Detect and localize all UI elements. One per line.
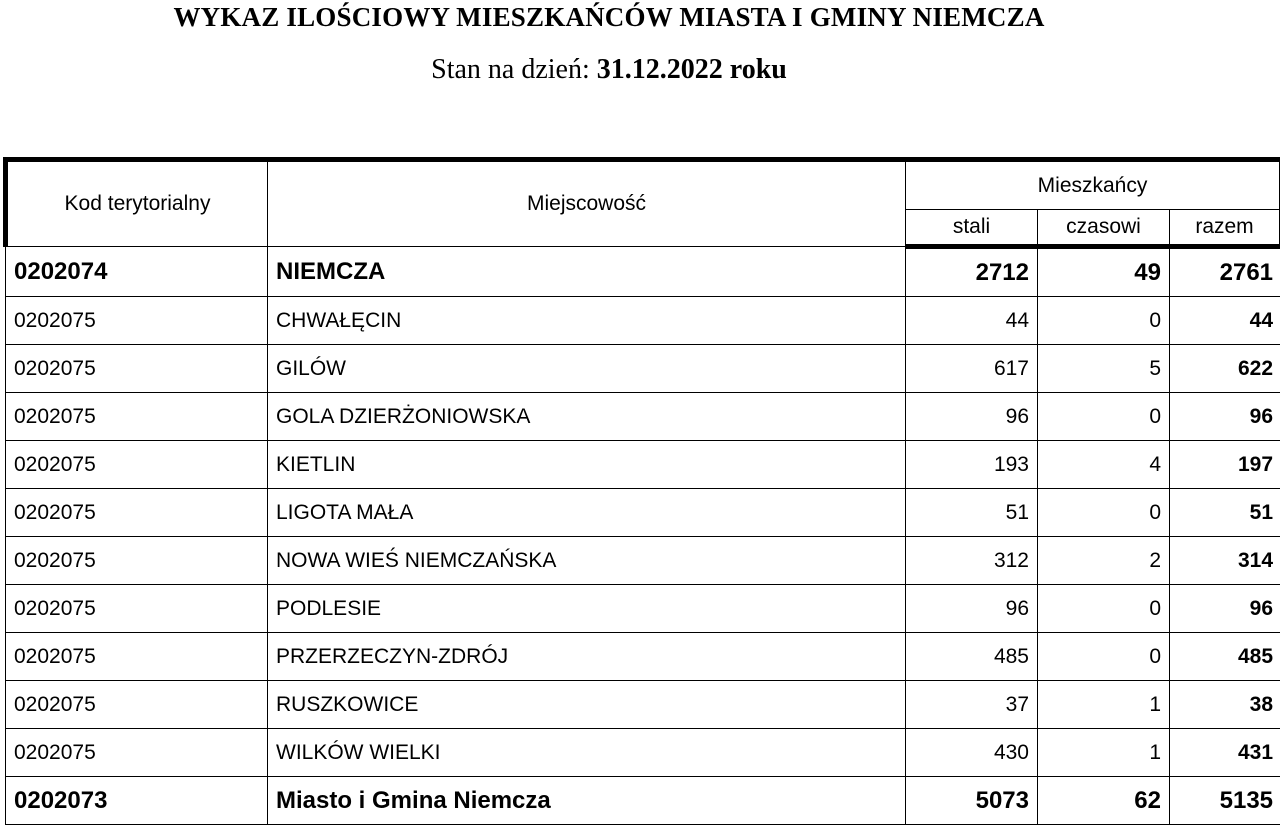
cell-nazwa: NIEMCZA <box>268 247 906 297</box>
table-row <box>6 345 1280 393</box>
cell-czasowi: 0 <box>1038 585 1170 633</box>
cell-razem: 197 <box>1170 441 1280 489</box>
cell-stali: 37 <box>906 681 1038 729</box>
table-row <box>6 247 1280 297</box>
cell-nazwa: LIGOTA MAŁA <box>268 489 906 537</box>
cell-stali: 44 <box>906 297 1038 345</box>
cell-czasowi: 0 <box>1038 297 1170 345</box>
cell-razem: 622 <box>1170 345 1280 393</box>
cell-kod: 0202075 <box>6 297 268 345</box>
cell-kod: 0202075 <box>6 585 268 633</box>
table-row <box>6 489 1280 537</box>
cell-stali: 430 <box>906 729 1038 777</box>
cell-razem: 38 <box>1170 681 1280 729</box>
subtitle-date: 31.12.2022 roku <box>596 54 787 85</box>
cell-razem: 96 <box>1170 585 1280 633</box>
cell-razem: 431 <box>1170 729 1280 777</box>
table-row <box>6 537 1280 585</box>
page-subtitle <box>0 54 1218 86</box>
cell-nazwa: PRZERZECZYN-ZDRÓJ <box>268 633 906 681</box>
cell-nazwa: GILÓW <box>268 345 906 393</box>
cell-czasowi: 5 <box>1038 345 1170 393</box>
subtitle-prefix: Stan na dzień: <box>431 54 590 85</box>
cell-kod: 0202074 <box>6 247 268 297</box>
cell-stali: 5073 <box>906 777 1038 825</box>
table-row <box>6 585 1280 633</box>
cell-nazwa: GOLA DZIERŻONIOWSKA <box>268 393 906 441</box>
cell-nazwa: WILKÓW WIELKI <box>268 729 906 777</box>
cell-razem: 5135 <box>1170 777 1280 825</box>
header-mieszkancy: Mieszkańcy <box>906 160 1280 210</box>
cell-czasowi: 62 <box>1038 777 1170 825</box>
cell-stali: 96 <box>906 585 1038 633</box>
cell-stali: 312 <box>906 537 1038 585</box>
cell-czasowi: 49 <box>1038 247 1170 297</box>
cell-czasowi: 0 <box>1038 633 1170 681</box>
cell-stali: 193 <box>906 441 1038 489</box>
population-table <box>3 157 1280 825</box>
cell-kod: 0202075 <box>6 441 268 489</box>
cell-nazwa: Miasto i Gmina Niemcza <box>268 777 906 825</box>
cell-stali: 2712 <box>906 247 1038 297</box>
table-row <box>6 633 1280 681</box>
cell-stali: 617 <box>906 345 1038 393</box>
cell-czasowi: 0 <box>1038 393 1170 441</box>
table-row <box>6 681 1280 729</box>
cell-nazwa: RUSZKOWICE <box>268 681 906 729</box>
header-stali: stali <box>906 210 1038 247</box>
cell-kod: 0202075 <box>6 537 268 585</box>
cell-razem: 44 <box>1170 297 1280 345</box>
cell-czasowi: 1 <box>1038 681 1170 729</box>
cell-kod: 0202073 <box>6 777 268 825</box>
cell-stali: 96 <box>906 393 1038 441</box>
cell-razem: 314 <box>1170 537 1280 585</box>
table-row-total <box>6 777 1280 825</box>
cell-nazwa: CHWAŁĘCIN <box>268 297 906 345</box>
cell-stali: 51 <box>906 489 1038 537</box>
cell-kod: 0202075 <box>6 345 268 393</box>
table-row <box>6 729 1280 777</box>
header-kod: Kod terytorialny <box>6 160 268 247</box>
cell-stali: 485 <box>906 633 1038 681</box>
cell-nazwa: NOWA WIEŚ NIEMCZAŃSKA <box>268 537 906 585</box>
cell-kod: 0202075 <box>6 633 268 681</box>
cell-razem: 485 <box>1170 633 1280 681</box>
cell-razem: 51 <box>1170 489 1280 537</box>
cell-kod: 0202075 <box>6 681 268 729</box>
cell-czasowi: 0 <box>1038 489 1170 537</box>
cell-razem: 2761 <box>1170 247 1280 297</box>
cell-czasowi: 1 <box>1038 729 1170 777</box>
cell-czasowi: 2 <box>1038 537 1170 585</box>
header-miejscowosc: Miejscowość <box>268 160 906 247</box>
table-row <box>6 297 1280 345</box>
cell-kod: 0202075 <box>6 393 268 441</box>
cell-kod: 0202075 <box>6 729 268 777</box>
table-row <box>6 393 1280 441</box>
cell-nazwa: KIETLIN <box>268 441 906 489</box>
table-row <box>6 441 1280 489</box>
cell-razem: 96 <box>1170 393 1280 441</box>
cell-nazwa: PODLESIE <box>268 585 906 633</box>
cell-kod: 0202075 <box>6 489 268 537</box>
header-czasowi: czasowi <box>1038 210 1170 247</box>
header-razem: razem <box>1170 210 1280 247</box>
page-title: WYKAZ ILOŚCIOWY MIESZKAŃCÓW MIASTA I GMINY NIEMCZA <box>173 2 1045 32</box>
cell-czasowi: 4 <box>1038 441 1170 489</box>
